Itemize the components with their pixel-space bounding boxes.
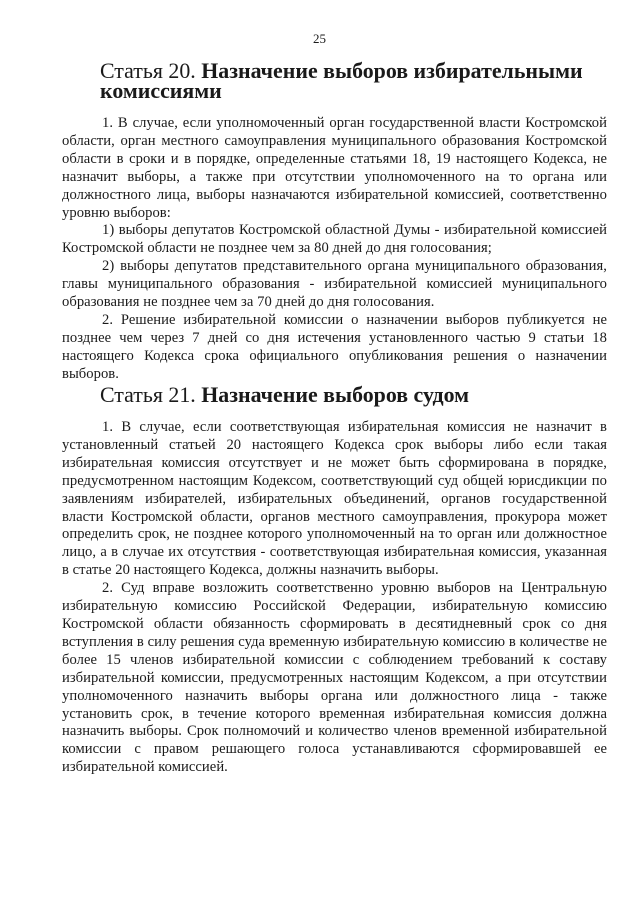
page-number: 25 [313, 31, 326, 46]
article-heading [100, 58, 607, 103]
paragraph: 2. Решение избирательной комиссии о назначении выборов публикуется не позднее чем через 7 дней со дня истечения установленного частью 9 статьи 18 настоящего Кодекса срока официального опубликования решения о назначении выборов. [62, 311, 607, 382]
paragraph: 1. В случае, если уполномоченный орган государственной власти Костромской области, орган местного самоуправления муниципального образования Костромской области в сроки и в порядке, определенные статьями 18, 19 настоящего Кодекса, не назначит выборы, а также при отсутствии уполномоченного на то органа или должностного лица, выборы назначаются избирательной комиссией, соответственно уровню выборов: [62, 115, 607, 221]
article-20 [62, 58, 607, 384]
article-title: Назначение выборов избирательными комиссиями [100, 58, 583, 103]
article-label: Статья 20. [100, 58, 196, 83]
article-heading [100, 382, 607, 407]
paragraph: 1. В случае, если соответствующая избирательная комиссия не назначит в установленный статьей 20 настоящего Кодекса срок выборы либо если такая избирательная комиссия отсутствует и не может быть сформирована в порядке, предусмотренном настоящим Кодексом, соответствующий суд общей юрисдикции по заявлениям избирателей, избирательных объединений, органов государственной власти Костромской области, органов местного самоуправления, прокурора может определить срок, не позднее которого уполномоченный на то орган или должностное лицо, а в случае их отсутствия - соответствующая избирательная комиссия, указанная в статье 20 настоящего Кодекса, должны назначить выборы. [62, 419, 607, 579]
article-body [62, 419, 607, 777]
article-label: Статья 21. [100, 382, 196, 407]
article-21 [62, 382, 607, 777]
paragraph: 2) выборы депутатов представительного органа муниципального образования, главы муниципального образования - избирательной комиссией муниципального образования не позднее чем за 70 дней до дня голосования. [62, 258, 607, 311]
paragraph: 1) выборы депутатов Костромской областной Думы - избирательной комиссией Костромской области не позднее чем за 80 дней до дня голосования; [62, 222, 607, 257]
article-title: Назначение выборов судом [201, 382, 470, 407]
paragraph: 2. Суд вправе возложить соответственно уровню выборов на Центральную избирательную комиссию Российской Федерации, избирательную комиссию Костромской области обязанность сформировать в десятидневный срок со дня вступления в силу решения суда временную избирательную комиссию в количестве не более 15 членов избирательной комиссии с соблюдением требований к составу избирательной комиссии, предусмотренных настоящим Кодексом, а при отсутствии уполномоченного назначить выборы органа или должностного лица - также установить срок, в течение которого временная избирательная комиссия должна назначить выборы. Срок полномочий и количество членов временной избирательной комиссии с правом решающего голоса устанавливаются сформировавшей ее избирательной комиссией. [62, 580, 607, 776]
article-body [62, 115, 607, 384]
